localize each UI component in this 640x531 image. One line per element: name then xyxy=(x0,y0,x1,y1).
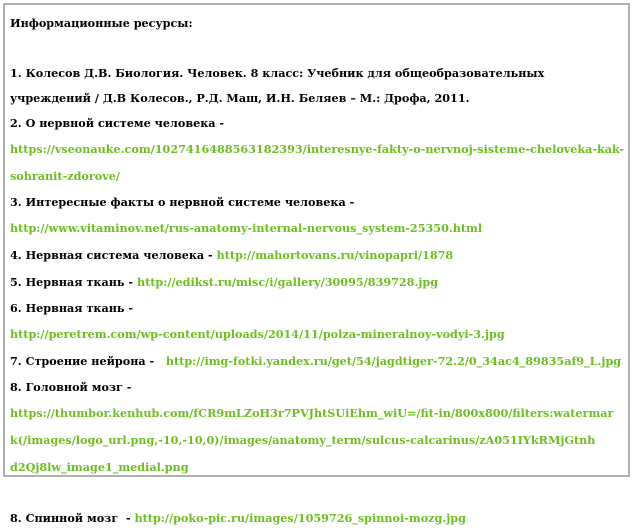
item-7-text: 7. Строение нейрона - xyxy=(10,354,166,368)
item-6-text: 6. Нервная ткань - xyxy=(10,301,134,315)
item-8-link-line-1[interactable]: https://thumbor.kenhub.com/fCR9mLZoH3r7PVJhtSUiEhm_wiU=/fit-in/800x800/filters:watermar xyxy=(10,406,614,420)
item-5 xyxy=(10,269,625,296)
resource-list xyxy=(10,11,625,531)
item-4-text: 4. Нервная система человека - xyxy=(10,248,217,262)
item-9-text: 8. Спинной мозг - xyxy=(10,511,135,525)
item-4 xyxy=(10,242,625,269)
item-2-text: 2. О нервной системе человека - xyxy=(10,116,225,130)
item-8-link-line-3[interactable]: d2Qj8lw_image1_medial.png xyxy=(10,460,189,474)
item-8-text: 8. Головной мозг - xyxy=(10,380,132,394)
item-3-link[interactable]: http://www.vitaminov.net/rus-anatomy-internal-nervous_system-25350.html xyxy=(10,221,483,235)
document-frame xyxy=(3,3,630,525)
heading: Информационные ресурсы: xyxy=(10,16,193,30)
item-6-link[interactable]: http://peretrem.com/wp-content/uploads/2014/11/polza-mineralnoy-vodyi-3.jpg xyxy=(10,327,505,341)
item-5-link[interactable]: http://edikst.ru/misc/i/gallery/30095/839728.jpg xyxy=(136,275,439,289)
item-5-text: 5. Нервная ткань - xyxy=(10,275,137,289)
item-8-link-line-2[interactable]: k(/images/logo_url.png,-10,-10,0)/images/anatomy_term/sulcus-calcarinus/zA051IYkRMjGtnh xyxy=(10,433,596,447)
item-9-link[interactable]: http://poko-pic.ru/images/1059726_spinnoi-mozg.jpg xyxy=(134,511,466,525)
item-1-line-2: учреждений / Д.В Колесов., Р.Д. Маш, И.Н. Беляев – М.: Дрофа, 2011. xyxy=(10,91,470,105)
item-9 xyxy=(10,506,625,531)
item-7 xyxy=(10,348,625,375)
item-7-link[interactable]: http://img-fotki.yandex.ru/get/54/jagdtiger-72.2/0_34ac4_89835af9_L.jpg xyxy=(165,354,622,368)
item-1-line-1: 1. Колесов Д.В. Биология. Человек. 8 класс: Учебник для общеобразовательных xyxy=(10,66,545,80)
item-4-link[interactable]: http://mahortovans.ru/vinopapri/1878 xyxy=(216,248,454,262)
item-2-link-line-2[interactable]: sohranit-zdorove/ xyxy=(10,169,120,183)
item-3-text: 3. Интересные факты о нервной системе человека - xyxy=(10,195,355,209)
item-2-link-line-1[interactable]: https://vseonauke.com/1027416488563182393/interesnye-fakty-o-nervnoj-sisteme-cheloveka-kak- xyxy=(10,142,624,156)
